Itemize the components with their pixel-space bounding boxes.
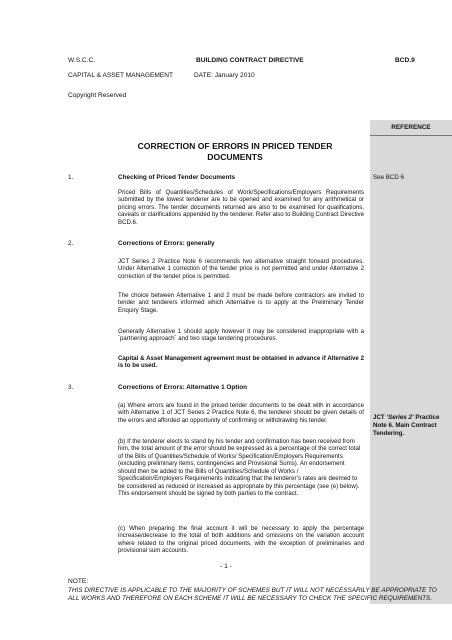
org-name: W.S.C.C. [68,57,96,64]
document-title: CORRECTION OF ERRORS IN PRICED TENDER DOCUMENTS [137,141,333,162]
reference-1: See BCD 6 [373,174,404,181]
section-1-heading: Checking of Priced Tender Documents [118,174,236,181]
section-2-paragraph-4: Capital & Asset Management agreement must be obtained in advance if Alternative 2 is to be used. [118,355,364,370]
copyright: Copyright Reserved [68,92,127,99]
note-text: THIS DIRECTIVE IS APPLICABLE TO THE MAJORITY OF SCHEMES BUT IT WILL NOT NECESSARILY BE APPROPRIATE TO ALL WORKS AND THEREFORE ON EACH SCHEME IT WILL BE NECESSARY TO CHECK THE SPECIFIC REQUIREMENTS. [68,587,437,603]
department: CAPITAL & ASSET MANAGEMENT [68,72,174,79]
reference-divider [370,135,452,136]
issue-date: DATE: January 2010 [194,72,255,79]
section-3-item-b: (b) If the tenderer elects to stand by his tender and confirmation has been received from him, the total amount of the error should be expressed as a percentage of the correct total of the Bills of Quantities/Schedule of Works/ Specification/Employers Requirements (excluding preliminary items, contingencies and Provisional Sums). An endorsement should then be added to the Bills of Quantities/Schedule of Works / Specification/Employers Requirements indicating that the tenderer’s rates are deemed to be considered as reduced or increased as appropriate by this percentage (see (e) below). This endorsement should be signed by both parties to the contract. [118,438,361,497]
doc-type: BUILDING CONTRACT DIRECTIVE [196,57,304,64]
section-2-paragraph-2: The choice between Alternative 1 and 2 must be made before contractors are invited to tender and tenderers informed which Alternative is to apply at the Preliminary Tender Enquiry Stage. [118,292,364,314]
section-3-item-c: (c) When preparing the final account it will be necessary to apply the percentage increase/decrease to the total of both additions and omissions on the variation account where related to the original priced documents, with the exception of preliminaries and provisional sum accounts. [118,525,364,555]
section-2-paragraph-3: Generally Alternative 1 should apply however it may be considered inappropriate with a `partnering approach` and two stage tendering procedures. [118,328,364,343]
doc-code: BCD.9 [395,57,415,64]
section-2-number: 2. [68,240,74,247]
section-1-number: 1. [68,174,74,181]
section-3-item-a: (a) Where errors are found in the priced tender documents to be dealt with in accordance with Alternative 1 of JCT Series 2 Practice Note 6, the tenderer should be given details of the errors and afforded an opportunity of confirming or withdrawing his tender. [118,402,364,424]
section-3-number: 3. [68,384,74,391]
note-label: NOTE: [68,578,89,585]
section-1-body: Priced Bills of Quantities/Schedules of Work/Specifications/Employers Requirements submitted by the lowest tenderer are to be opened and examined for any arithmetical or pricing errors. The tender documents returned are also to be examined for qualifications, caveats or clarifications appended by the tenderer. Refer also to Building Contract Directive BCD.6. [118,189,364,226]
page-number: - 1 - [219,563,233,570]
reference-column [370,120,452,604]
reference-heading: REFERENCE [391,124,431,131]
reference-3: JCT ‘Series 2’ Practice Note 6. Main Contract Tendering. [373,414,440,437]
section-2-paragraph-1: JCT Series 2 Practice Note 6 recommends two alternative straight forward procedures. Under Alternative 1 correction of the tender price is not permitted and under Alternative 2 correction of the tender price is permitted. [118,258,364,280]
section-2-heading: Corrections of Errors: generally [118,240,215,247]
section-3-heading: Corrections of Errors: Alternative 1 Option [118,384,248,391]
